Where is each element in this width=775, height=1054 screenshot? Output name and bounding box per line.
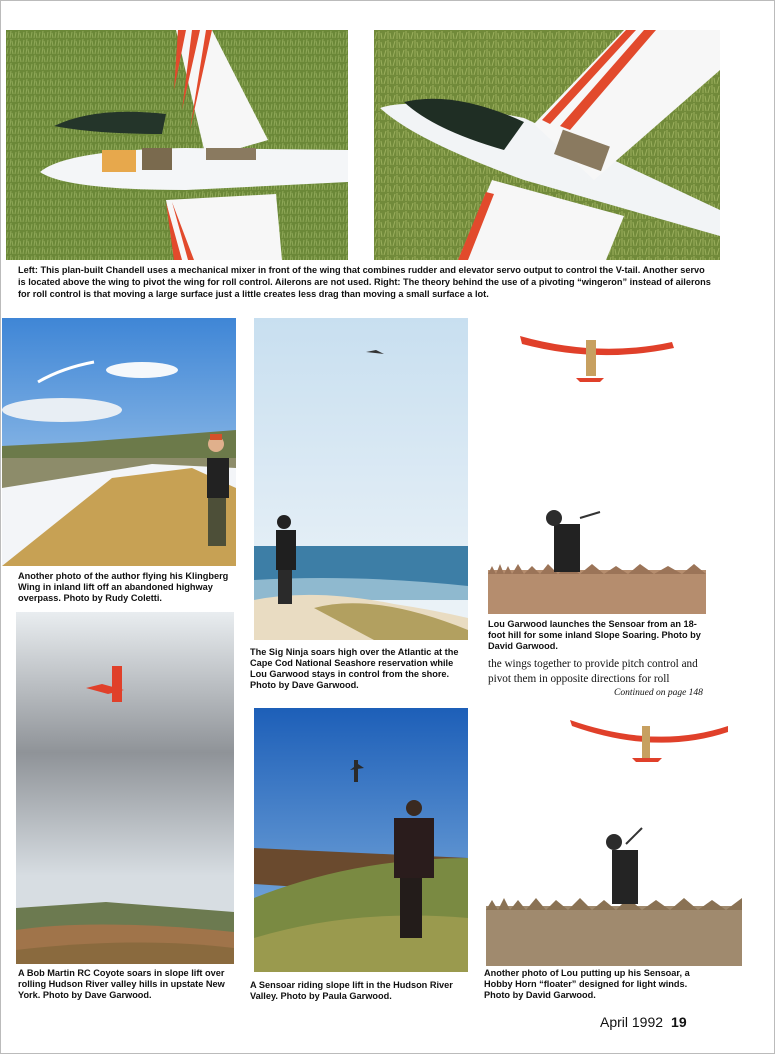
photo-sensoar-valley — [254, 708, 468, 972]
photo-chandell-right — [374, 30, 720, 260]
photo-floater — [486, 710, 742, 966]
photo-chandell-left — [6, 30, 348, 260]
caption-sensoar-valley: A Sensoar riding slope lift in the Hudson River Valley. Photo by Paula Garwood. — [250, 980, 453, 1001]
caption-sensoar-hill: Lou Garwood launches the Sensoar from an 18-foot hill for some inland Slope Soaring. Photo by David Garwood. — [488, 619, 701, 651]
caption-top: Left: This plan-built Chandell uses a mechanical mixer in front of the wing that combines rudder and elevator servo output to control the V-tail. Another servo is located above the wing to pivot the wing for roll control. Ailerons are not used. Right: The theory behind the use of a pivoting “wingeron” instead of ailerons for roll control is that moving a large surface just a little creates less drag than moving a small surface a lot. — [18, 265, 711, 299]
caption-coyote: A Bob Martin RC Coyote soars in slope lift over rolling Hudson River valley hills in upstate New York. Photo by Dave Garwood. — [18, 968, 225, 1000]
caption-ninja: The Sig Ninja soars high over the Atlantic at the Cape Cod National Seashore reservation while Lou Garwood stays in control from the shore. Photo by Dave Garwood. — [250, 647, 459, 690]
body-text: the wings together to provide pitch control and pivot them in opposite directions for roll — [488, 658, 698, 685]
caption-klingberg: Another photo of the author flying his Klingberg Wing in inland lift off an abandoned highway overpass. Photo by Rudy Coletti. — [18, 571, 229, 603]
folio-page-number: 19 — [671, 1014, 687, 1030]
photo-coyote — [16, 612, 234, 964]
caption-floater: Another photo of Lou putting up his Sensoar, a Hobby Horn “floater” designed for light winds. Photo by David Garwood. — [484, 968, 690, 1000]
folio-month: April 1992 — [600, 1014, 664, 1030]
continued-line: Continued on page 148 — [614, 688, 703, 698]
page-folio — [600, 1014, 687, 1030]
photo-klingberg — [2, 318, 236, 566]
photo-ninja — [254, 318, 468, 640]
photo-sensoar-hill — [488, 318, 706, 614]
